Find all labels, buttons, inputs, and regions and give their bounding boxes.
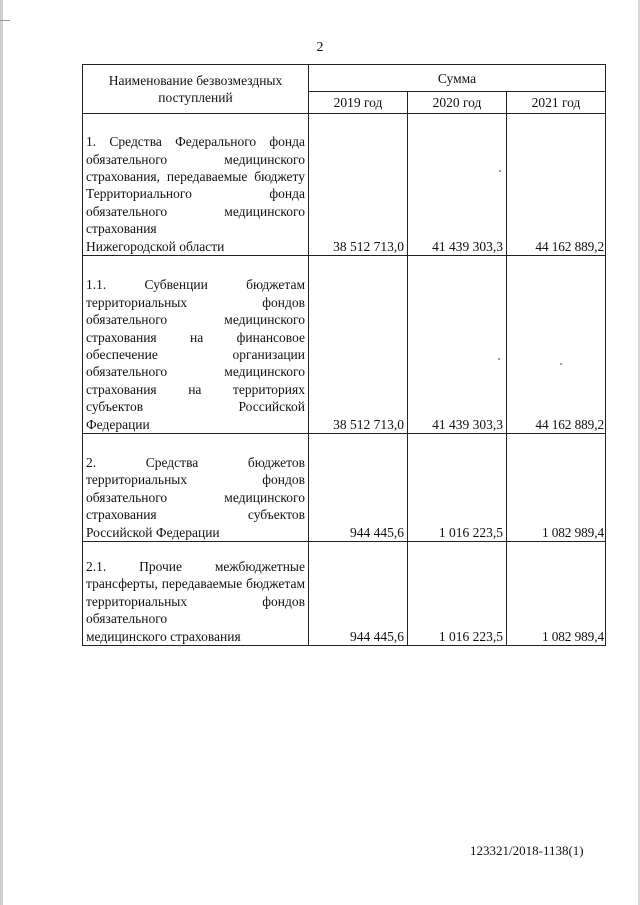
row-name-line: страхования на территориях [86, 381, 305, 397]
page-edge [0, 0, 3, 905]
table-row [83, 542, 606, 646]
row-name-line: Федерации [86, 416, 150, 432]
row-name-line: 1.1. Субвенции бюджетам [86, 277, 305, 293]
table-header-row [83, 65, 606, 92]
row-name-line: бюджетам территориальных [86, 576, 305, 609]
row-name-line: страхования субъектов [86, 507, 305, 523]
row-name [83, 434, 309, 542]
page-number: 2 [316, 40, 324, 55]
value-2021: 1 082 989,4 [507, 434, 606, 542]
header-year-2021: 2021 год [507, 92, 606, 114]
row-name-line: медицинского страхования [86, 203, 305, 237]
value-2019: 944 445,6 [309, 542, 408, 646]
value-2020: 1 016 223,5 [408, 434, 507, 542]
row-name [83, 114, 309, 256]
row-name-line: обязательного медицинского [86, 364, 305, 380]
value-2020: 41 439 303,3 [408, 256, 507, 434]
row-name-line: обязательного медицинского [86, 151, 305, 167]
revenue-table [82, 64, 606, 646]
value-2021: 44 162 889,2 [507, 256, 606, 434]
table-row [83, 434, 606, 542]
scan-speck [560, 363, 562, 365]
row-name-line: Нижегородской области [86, 238, 225, 254]
row-name-line: трансферты, передаваемые [86, 576, 243, 592]
header-name: Наименование безвозмездных поступлений [83, 65, 309, 114]
scan-speck [499, 170, 501, 172]
header-sum: Сумма [309, 65, 606, 92]
value-2020: 41 439 303,3 [408, 114, 507, 256]
row-name-line: 1. Средства Федерального фонда [86, 134, 305, 150]
scan-speck [498, 358, 500, 360]
row-name-line: субъектов Российской [86, 399, 305, 415]
page-edge-mark [0, 20, 10, 21]
row-name-line: страхования, передаваемые [86, 168, 248, 184]
row-name-line: Российской Федерации [86, 524, 220, 540]
row-name-line: 2.1. Прочие межбюджетные [86, 558, 305, 574]
row-name [83, 256, 309, 434]
row-name-line: обязательного медицинского [86, 489, 305, 505]
row-name-line: бюджету Территориального [86, 168, 306, 202]
row-name-line: обязательного медицинского [86, 312, 305, 328]
value-2019: 944 445,6 [309, 434, 408, 542]
row-name-line: страхования на финансовое [86, 329, 305, 345]
header-year-2019: 2019 год [309, 92, 408, 114]
row-name-line: медицинского страхования [86, 628, 241, 644]
value-2021: 44 162 889,2 [507, 114, 606, 256]
row-name-line: фонда обязательного [86, 186, 305, 219]
row-name-line: территориальных фондов [86, 472, 305, 488]
value-2019: 38 512 713,0 [309, 256, 408, 434]
row-name-line: обеспечение организации [86, 346, 305, 362]
header-year-2020: 2020 год [408, 92, 507, 114]
table-row [83, 114, 606, 256]
row-name-line: фондов обязательного [86, 593, 305, 627]
table-row [83, 256, 606, 434]
value-2021: 1 082 989,4 [507, 542, 606, 646]
row-name [83, 542, 309, 646]
value-2020: 1 016 223,5 [408, 542, 507, 646]
value-2019: 38 512 713,0 [309, 114, 408, 256]
document-code: 123321/2018-1138(1) [470, 843, 584, 858]
row-name-line: 2. Средства бюджетов [86, 454, 305, 470]
row-name-line: территориальных фондов [86, 294, 305, 310]
